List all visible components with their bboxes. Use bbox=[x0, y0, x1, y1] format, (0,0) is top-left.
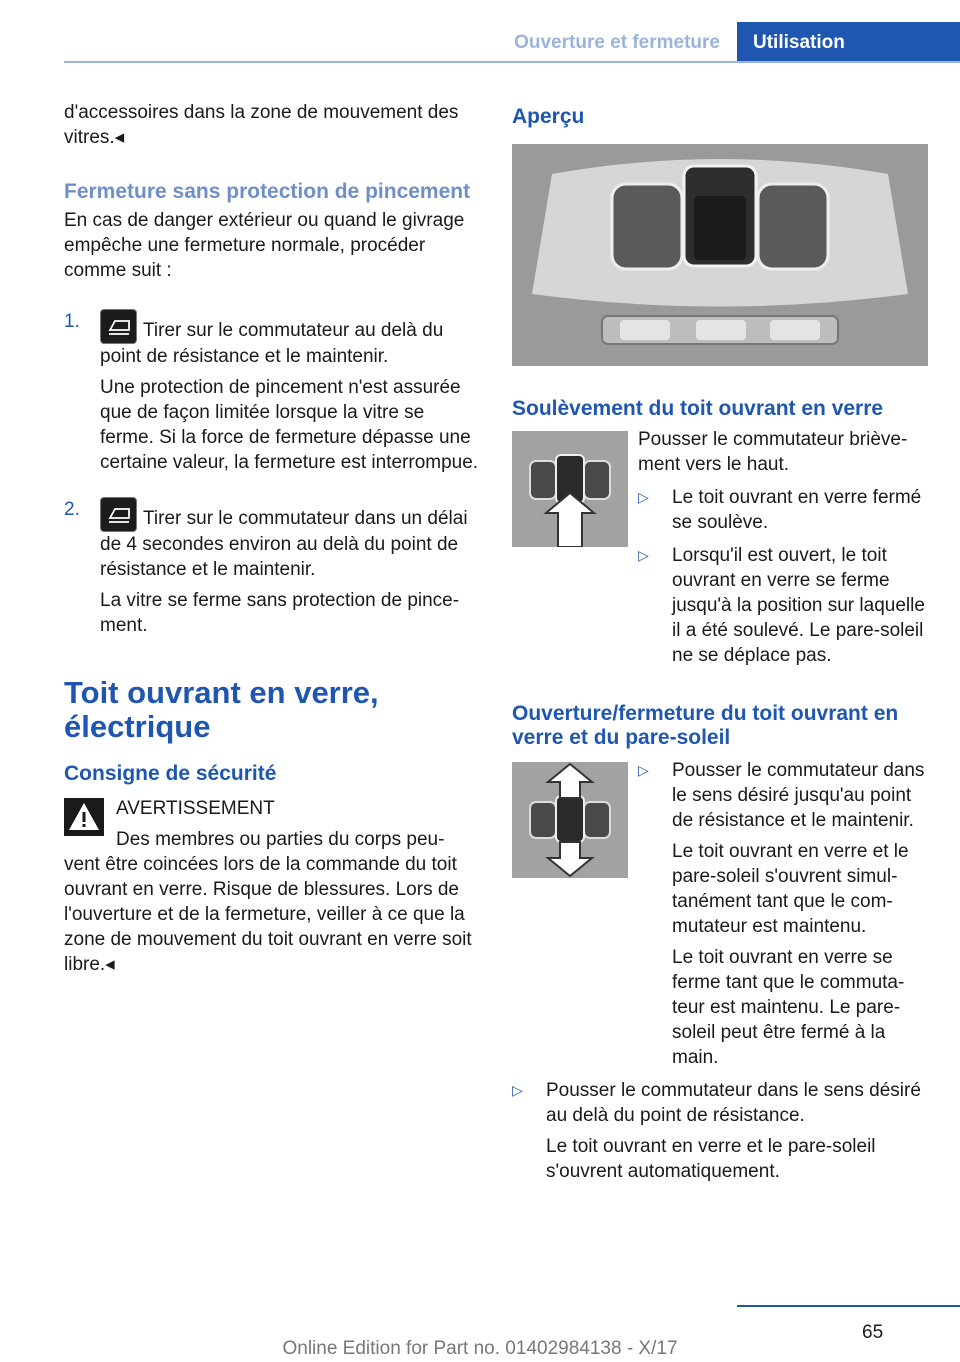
overhead-console-image bbox=[512, 144, 928, 366]
chapter-tab: Utilisation bbox=[737, 22, 960, 62]
right-column bbox=[512, 100, 928, 1184]
warning-block bbox=[64, 796, 482, 977]
lift-bullet: ▷ Lorsqu'il est ouvert, le toit ouvrant en verre se ferme jusqu'à la position sur laquelle il a été soulevé. Le pare-soleil ne se déplace pas. bbox=[638, 545, 925, 666]
step-number: 2. bbox=[64, 499, 80, 520]
open-bullet: ▷ Pousser le commutateur dans le sens désiré jusqu'au point de résistance et le maintenir. Le toit ouvrant en verre et le pare-soleil s'ouvrent simultanément tant que le commutateur est maintenu. Le toit ouvrant en verre se ferme tant que le commutateur est maintenu. Le pare-soleil peut être fermé à la main. bbox=[638, 760, 925, 1068]
switch-open-close-image bbox=[512, 762, 628, 878]
step-text: Tirer sur le commutateur dans un délai de 4 secondes environ au delà du point de résistance et le maintenir. bbox=[100, 497, 482, 582]
main-heading: Toit ouvrant en verre, électrique bbox=[64, 675, 379, 744]
step-text: Tirer sur le commutateur au delà du point de résistance et le maintenir. bbox=[100, 309, 482, 369]
step-note: La vitre se ferme sans protection de pincement. bbox=[100, 590, 460, 636]
bullet-triangle-icon: ▷ bbox=[638, 489, 649, 505]
open-bullet-auto: ▷ Pousser le commutateur dans le sens désiré au delà du point de résistance. Le toit ouvrant en verre et le pare-soleil s'ouvrent automatiquement. bbox=[512, 1080, 921, 1182]
open-section bbox=[512, 758, 928, 1070]
step-note: Une protection de pincement n'est assurée que de façon limitée lorsque la vitre se ferme. Si la force de fermeture dépasse une certaine valeur, la fermeture est interrompue. bbox=[100, 377, 479, 473]
open-heading: Ouverture/fermeture du toit ouvrant en verre et du pare-soleil bbox=[512, 702, 899, 749]
header-rule bbox=[64, 61, 960, 63]
step-1 bbox=[64, 309, 482, 475]
intro-text: d'accessoires dans la zone de mouvement des vitres.◂ bbox=[64, 102, 459, 148]
safety-heading: Consigne de sécurité bbox=[64, 762, 277, 785]
footer-rule bbox=[737, 1305, 960, 1307]
step-2 bbox=[64, 497, 482, 638]
lift-text: Pousser le commutateur brièvement vers le haut. bbox=[638, 429, 908, 475]
switch-lift-image bbox=[512, 431, 628, 547]
bullet-triangle-icon: ▷ bbox=[638, 547, 649, 563]
bullet-triangle-icon: ▷ bbox=[512, 1082, 523, 1098]
lift-bullet: ▷ Le toit ouvrant en verre fermé se soulève. bbox=[638, 487, 922, 533]
window-switch-icon bbox=[100, 497, 137, 532]
step-number: 1. bbox=[64, 311, 80, 332]
bullet-triangle-icon: ▷ bbox=[638, 762, 649, 778]
edition-footer: Online Edition for Part no. 01402984138 - X/17 bbox=[282, 1338, 678, 1359]
heading-no-protection: Fermeture sans protection de pincement bbox=[64, 180, 471, 203]
page-number: 65 bbox=[862, 1322, 884, 1343]
window-switch-icon bbox=[100, 309, 137, 344]
para-danger: En cas de danger extérieur ou quand le givrage empêche une fermeture normale, procéder comme suit : bbox=[64, 210, 465, 281]
lift-section bbox=[512, 427, 928, 668]
left-column bbox=[64, 100, 482, 977]
warning-title: AVERTISSEMENT bbox=[116, 798, 275, 819]
section-label: Ouverture et fermeture bbox=[514, 31, 720, 53]
warning-text: vent être coincées lors de la commande du toit ouvrant en verre. Risque de blessures. Lors de l'ouverture et de la fermeture, veiller à ce que la zone de mouvement du toit ouvrant en verre soit libre.◂ bbox=[64, 854, 472, 975]
lift-heading: Soulèvement du toit ouvrant en verre bbox=[512, 397, 884, 420]
apercu-heading: Aperçu bbox=[512, 105, 585, 128]
warning-icon bbox=[64, 798, 104, 836]
warning-first-line: Des membres ou parties du corps peu- bbox=[116, 829, 445, 850]
